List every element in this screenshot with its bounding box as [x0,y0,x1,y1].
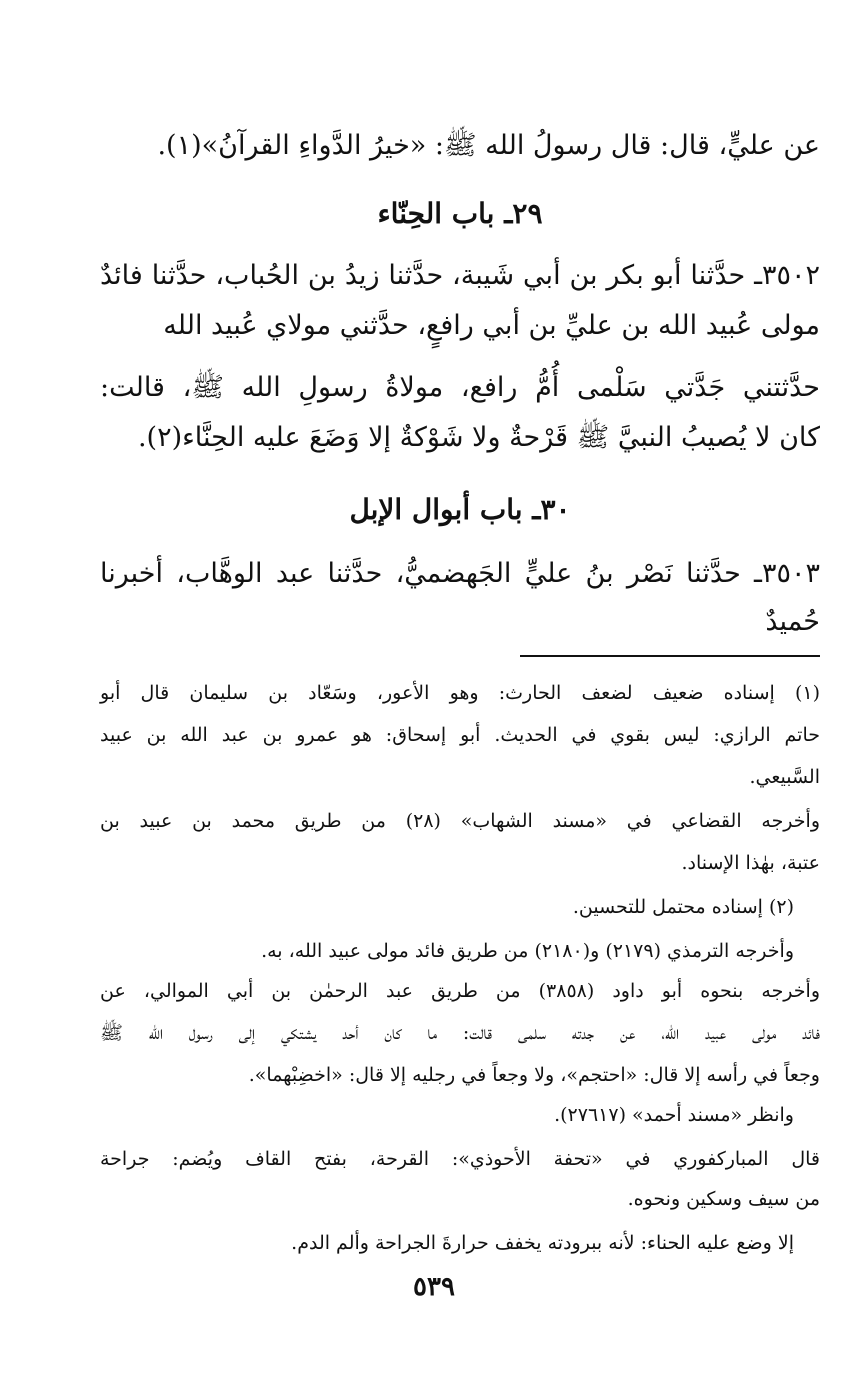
footnote-2-line-1-text: (٢) إسناده محتمل للتحسين. [572,896,794,918]
hadith-3503-line-1: ٣٥٠٣ـ حدَّثنا نَصْر بنُ عليٍّ الجَهضميُّ، حدَّثنا عبد الوهَّاب، أخبرنا [100,558,820,589]
hadith-3503-line-2: حُميدٌ [765,606,820,637]
footnote-2-line-9 [100,1222,820,1264]
chapter-heading-29: ٢٩ـ باب الحِنّاء [377,197,543,230]
footnote-2-line-9-text: إلا وضع عليه الحناء: لأنه ببرودته يخفف حرارةَ الجراحة وألم الدم. [291,1232,794,1254]
footnote-2-line-7: قال المباركفوري في «تحفة الأحوذي»: القرحة، بفتح القاف ويُضم: جراحة [100,1148,820,1170]
footnote-1-line-4: وأخرجه القضاعي في «مسند الشهاب» (٢٨) من طريق محمد بن عبيد بن [100,810,820,832]
footnote-2-line-4: فائد مولى عبيد الله، عن جدته سلمى قالت: ما كان أحد يشتكي إلى رسول الله ﷺ [100,1022,820,1044]
footnote-2-line-2-text: وأخرجه الترمذي (٢١٧٩) و(٢١٨٠) من طريق فائد مولى عبيد الله، به. [261,940,794,962]
footnote-2-line-8: من سيف وسكين ونحوه. [627,1188,820,1210]
page-number: ٥٣٩ [413,1272,455,1302]
chapter-heading-30: ٣٠ـ باب أبوال الإبل [349,493,571,526]
footnote-2-line-2 [100,930,820,972]
hadith-3502-line-1: ٣٥٠٢ـ حدَّثنا أبو بكر بن أبي شَيبة، حدَّثنا زيدُ بن الحُباب، حدَّثنا فائدٌ [100,260,820,291]
footnote-2-line-1 [100,886,820,928]
hadith-3502-line-4: كان لا يُصيبُ النبيَّ ﷺ قَرْحةٌ ولا شَوْكةٌ إلا وَضَعَ عليه الحِنَّاء(٢). [137,422,820,453]
footnote-1-line-1: (١) إسناده ضعيف لضعف الحارث: وهو الأعور، وسَعّاد بن سليمان قال أبو [100,682,820,704]
footnote-1-line-3: السَّبيعي. [749,766,820,788]
footnote-2-line-5: وجعاً في رأسه إلا قال: «احتجم»، ولا وجعاً في رجليه إلا قال: «اخضِبْهما». [248,1064,820,1086]
footnote-1-line-5: عتبة، بهٰذا الإسناد. [681,852,820,874]
hadith-3502-line-2: مولى عُبيد الله بن عليِّ بن أبي رافعٍ، حدَّثني مولاي عُبيد الله [163,310,820,341]
footnote-2-line-6-text: وانظر «مسند أحمد» (٢٧٦١٧). [554,1104,794,1126]
hadith-3502-line-3: حدَّثتني جَدَّتي سَلْمى أُمُّ رافع، مولاةُ رسولِ الله ﷺ، قالت: [100,372,820,403]
footnote-2-line-3: وأخرجه بنحوه أبو داود (٣٨٥٨) من طريق عبد الرحمٰن بن أبي الموالي، عن [100,980,820,1002]
footnote-1-line-2: حاتم الرازي: ليس بقوي في الحديث. أبو إسحاق: هو عمرو بن عبد الله بن عبيد [100,724,820,746]
hadith-line-3501-end: عن عليٍّ، قال: قال رسولُ الله ﷺ: «خيرُ الدَّواءِ القرآنُ»(١). [157,130,820,161]
footnote-2-line-6 [100,1094,820,1136]
footnote-separator [520,655,820,657]
